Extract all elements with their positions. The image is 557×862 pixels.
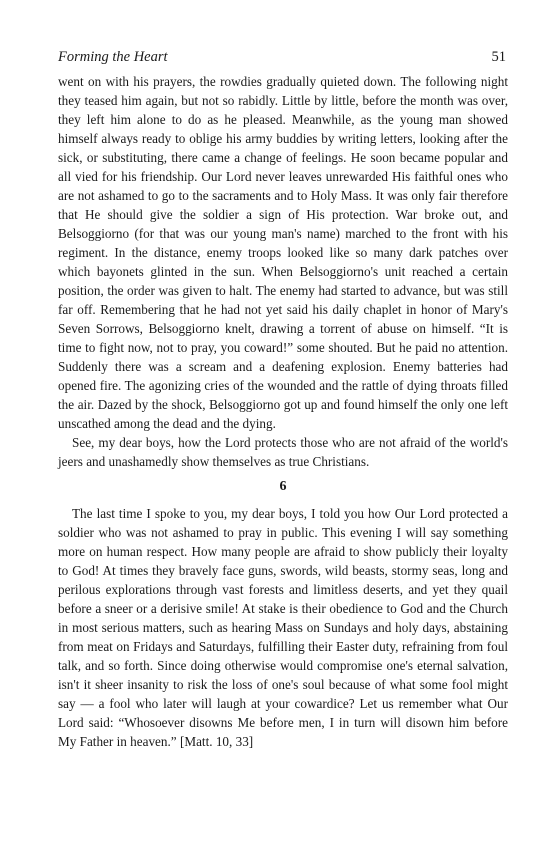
section-number: 6 [279,479,287,494]
page-number: 51 [491,49,506,65]
body-paragraph-conclusion: See, my dear boys, how the Lord protects those who are not afraid of the world's jeers and unashamedly show themselves as true Christians. [58,435,508,469]
running-title: Forming the Heart [58,49,168,65]
book-page [58,48,508,751]
body-paragraph-section-6: The last time I spoke to you, my dear boys, I told you how Our Lord protected a soldier who was not ashamed to pray in public. This evening I will say something more on human respect. How many people are afraid to show publicly their loyalty to God! At times they bravely face guns, swords, wild beasts, stormy seas, long and perilous explorations through vast forests and limitless deserts, and yet they quail before a sneer or a derisive smile! At stake is their obedience to God and the Church in most serious matters, such as hearing Mass on Sundays and holy days, abstaining from meat on Fridays and Saturdays, fulfilling their Easter duty, refraining from foul talk, and so forth. Since doing otherwise would compromise one's eternal salvation, isn't it sheer insanity to risk the loss of one's soul because of what some fool might say — a fool who later will laugh at your cowardice? Let us remember what Our Lord said: “Whosoever disowns Me before men, I in turn will disown him before My Father in heaven.” [Matt. 10, 33] [58,506,508,749]
body-paragraph-continued: went on with his prayers, the rowdies gradually quieted down. The following night they teased him again, but not so rabidly. Little by little, before the month was over, they left him alone to do as he pleased. Meanwhile, as the young man showed himself always ready to oblige his army buddies by writing letters, looking after the sick, or substituting, there came a change of feelings. He soon became popular and all vied for his friendship. Our Lord never leaves unrewarded His faithful ones who are not ashamed to go to the sacraments and to Holy Mass. It was only fair therefore that He should give the soldier a sign of His protection. War broke out, and Belsoggiorno (for that was our young man's name) marched to the front with his regiment. In the distance, enemy troops looked like so many dark patches over which bayonets glinted in the sun. When Belsoggiorno's unit reached a certain position, the order was given to halt. The enemy had started to advance, but was still far off. Remembering that he had not yet said his daily chaplet in honor of Mary's Seven Sorrows, Belsoggiorno knelt, drawing a torrent of abuse on himself. “It is time to fight now, not to pray, you coward!” some shouted. But he paid no attention. Suddenly there was a scream and a deafening explosion. Enemy batteries had opened fire. The agonizing cries of the wounded and the rattle of dying throats filled the air. Dazed by the shock, Belsoggiorno got up and found himself the only one left unscathed among the dead and the dying. [58,74,508,431]
running-head [58,48,508,68]
